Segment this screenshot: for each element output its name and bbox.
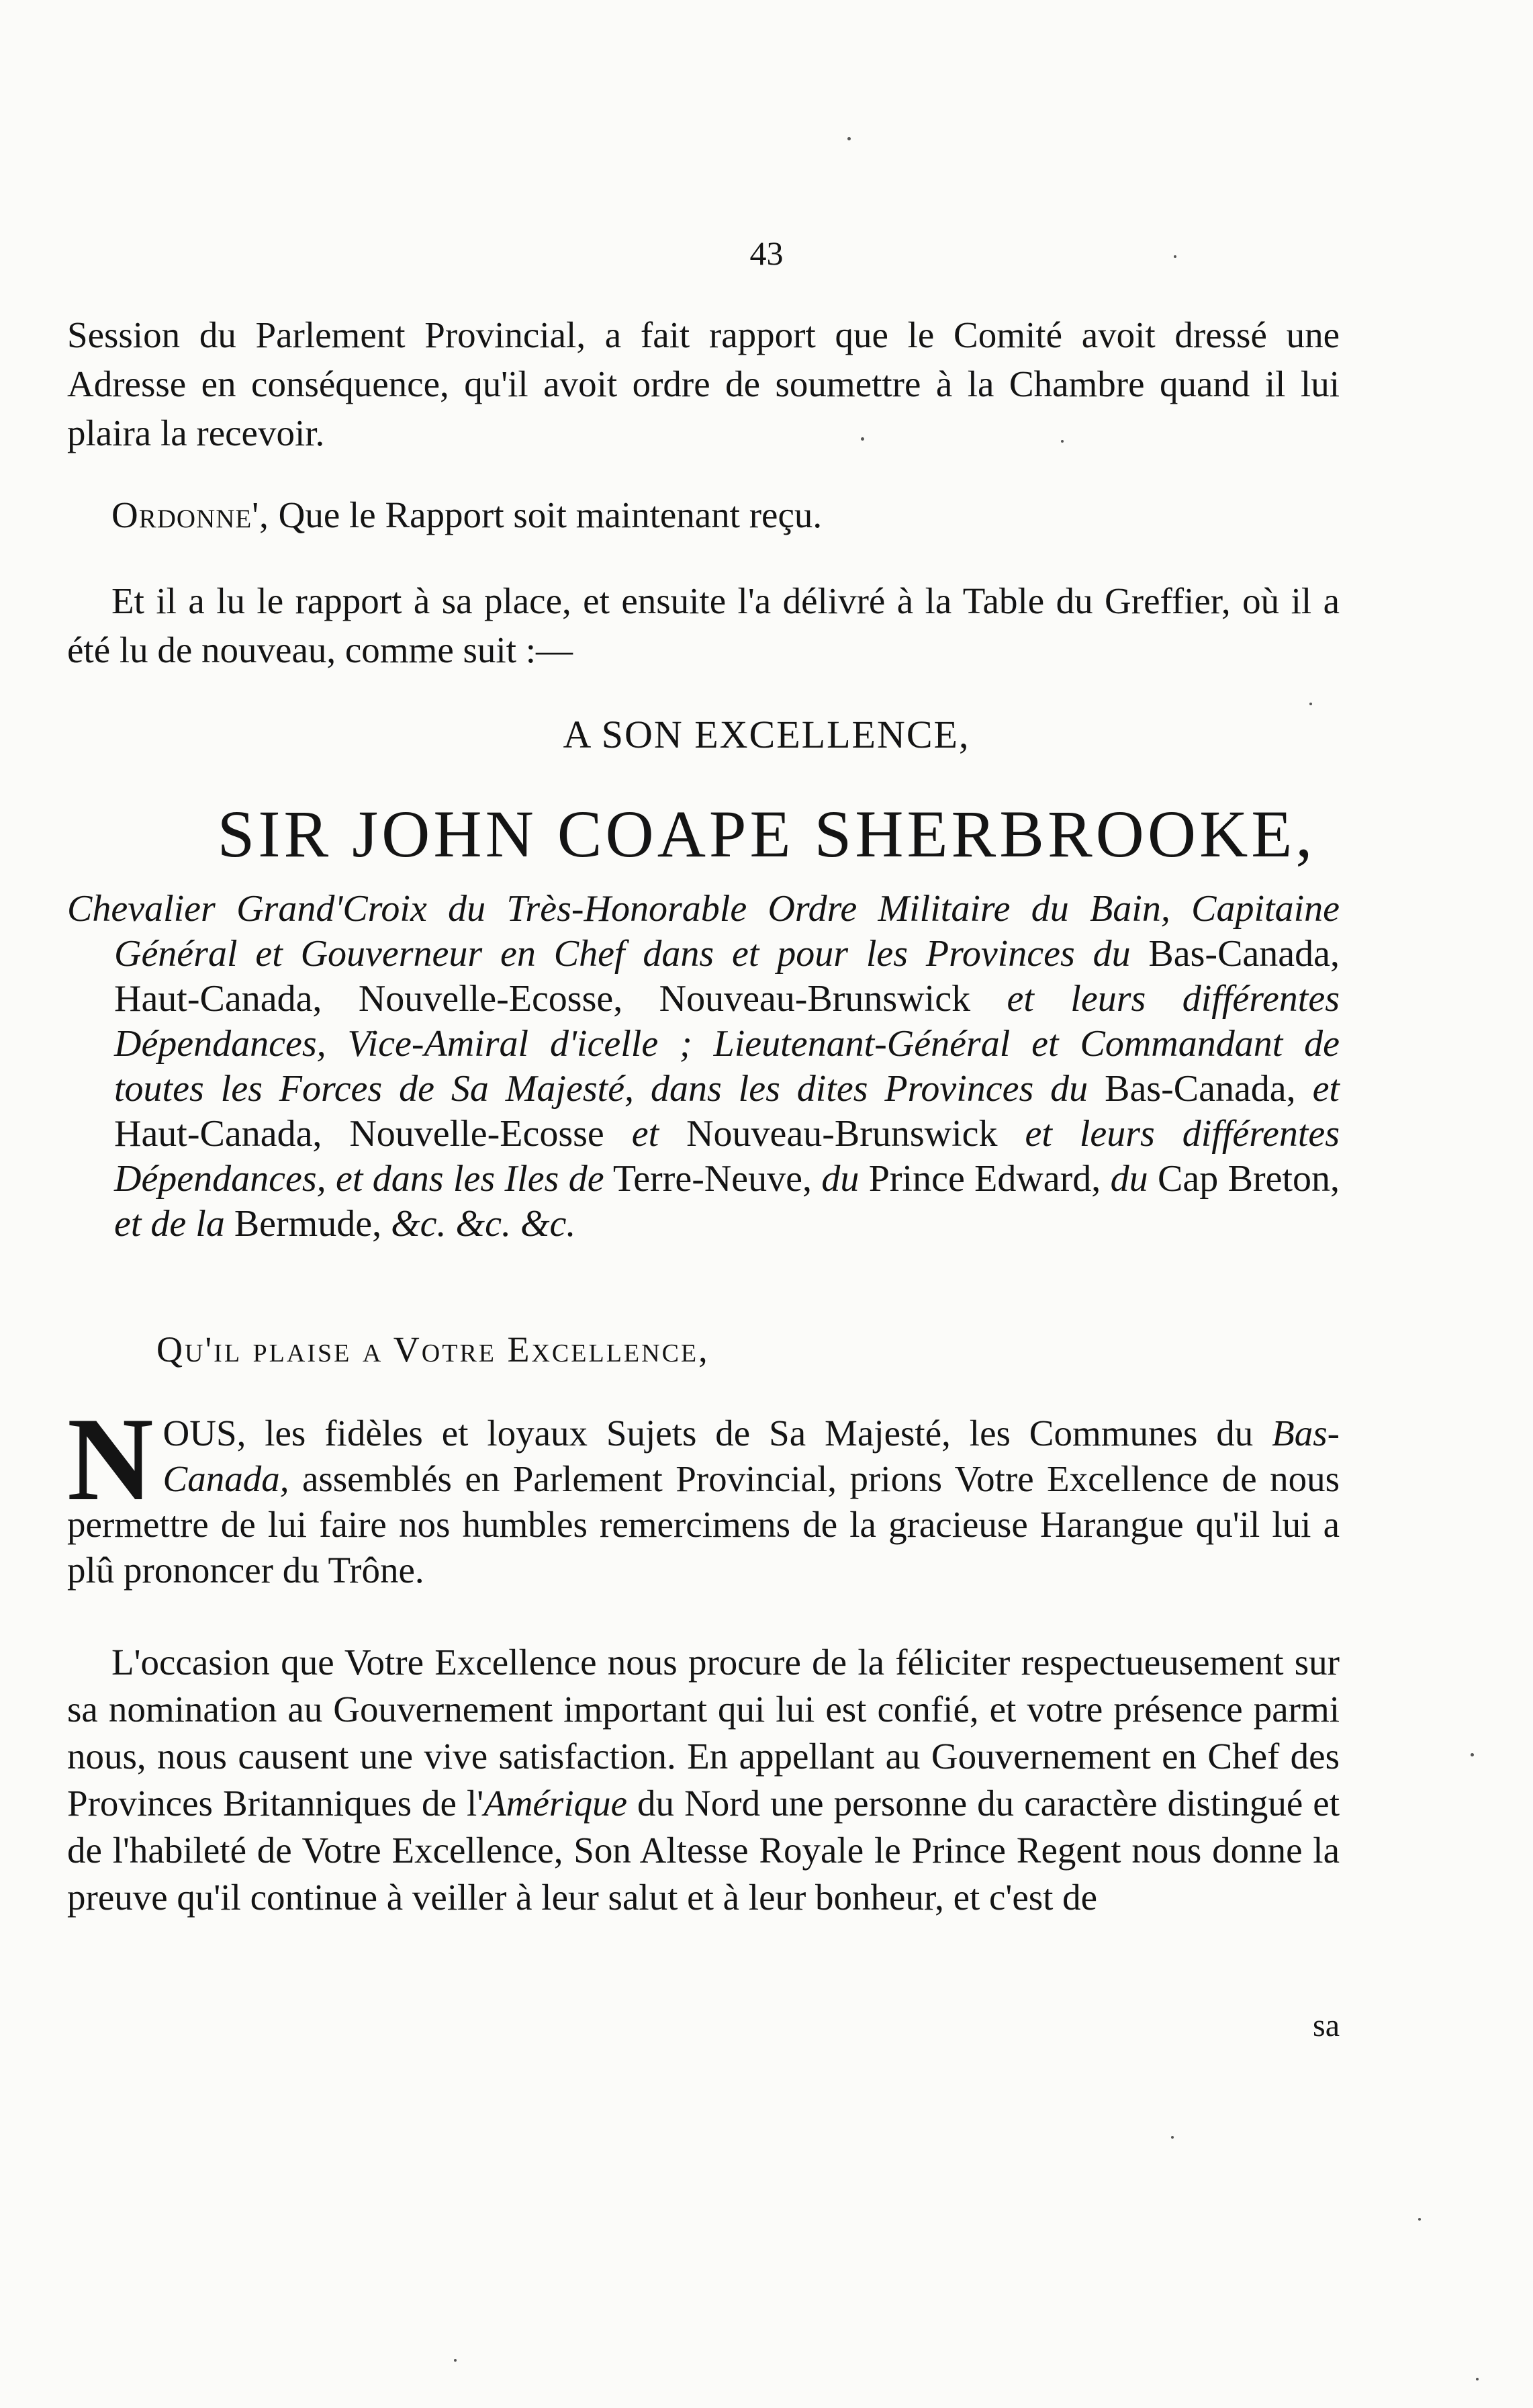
titles-part: Nouveau-Brunswick — [686, 1113, 998, 1155]
address-italic: Bas-Canada, — [162, 1413, 1340, 1499]
titles-part: Cap Breton, — [1158, 1158, 1340, 1200]
occasion-text: du Nord une personne du caractère distingué et de l'habileté de Votre Excellence, Son Altesse Royale le Prince Regent nous donne la preuve qu'il continue à veiller à leur salut et à leur bonheur, et c'est de — [67, 1783, 1340, 1918]
scan-speck — [1471, 1753, 1474, 1756]
scan-speck — [1476, 2378, 1479, 2380]
occasion-italic: Amérique — [483, 1783, 628, 1824]
scan-speck — [1309, 703, 1312, 705]
titles-part: et leurs différentes Dépendances, et dans les Iles de — [114, 1113, 1340, 1200]
titles-part: et — [1312, 1068, 1340, 1110]
page-number: 43 — [749, 234, 784, 272]
governor-name: SIR JOHN COAPE SHERBROOKE, — [217, 797, 1316, 871]
catchword: sa — [1313, 2008, 1340, 2043]
titles-part: Terre-Neuve, — [612, 1158, 812, 1200]
paragraph-occasion — [67, 1639, 1340, 1921]
titles-part: Chevalier Grand'Croix du Très-Honorable Ordre Militaire du Bain, Capitaine Général et Gouverneur en Chef dans et pour les Provinces du — [67, 888, 1340, 975]
address-text: OUS, les fidèles et loyaux Sujets de Sa Majesté, les Communes du — [162, 1413, 1254, 1454]
paragraph-ordered — [67, 490, 1340, 539]
titles-part: Bas-Canada, — [1105, 1068, 1296, 1110]
titles-part: et — [631, 1113, 659, 1155]
scan-speck — [1174, 255, 1176, 258]
address-text: assemblés en Parlement Provincial, prions Votre Excellence de nous permettre de lui faire nos humbles remercimens de la gracieuse Harangue qu'il lui a plû prononcer du Trône. — [67, 1458, 1340, 1591]
governor-titles — [67, 887, 1340, 1247]
ordered-text: Que le Rapport soit maintenant reçu. — [278, 494, 823, 535]
addressee-heading: A SON EXCELLENCE, — [563, 713, 970, 756]
scan-speck — [847, 137, 851, 140]
salutation: Qu'il plaise a Votre Excellence, — [156, 1329, 710, 1370]
scan-speck — [861, 437, 864, 441]
titles-part: Haut-Canada, Nouvelle-Ecosse — [114, 1113, 604, 1155]
occasion-text: L'occasion que Votre Excellence nous procure de la féliciter respectueusement sur sa nomination au Gouvernement important qui lui est confié, et votre présence parmi nous, nous causent une vive satisfaction. En appellant au Gouvernement en Chef des Provinces Britanniques de l' — [67, 1642, 1340, 1824]
titles-part: Prince Edward, — [868, 1158, 1101, 1200]
titles-part: &c. &c. &c. — [391, 1203, 576, 1245]
scan-speck — [1171, 2136, 1174, 2139]
scan-speck — [1061, 440, 1064, 443]
titles-part: Bermude, — [234, 1203, 382, 1245]
titles-part: et leurs différentes Dépendances, Vice-Amiral d'icelle ; Lieutenant-Général et Commandant de toutes les Forces de Sa Majesté, dans les dites Provinces du — [114, 978, 1340, 1110]
titles-part: et de la — [114, 1203, 225, 1245]
paragraph-read: Et il a lu le rapport à sa place, et ensuite l'a délivré à la Table du Greffier, où il a été lu de nouveau, comme suit :— — [67, 580, 1340, 670]
address-paragraph — [67, 1392, 1340, 1593]
titles-part: du — [821, 1158, 860, 1200]
scan-speck — [454, 2359, 457, 2362]
drop-cap: N — [67, 1392, 154, 1525]
titles-part: Bas-Canada, Haut-Canada, Nouvelle-Ecosse, Nouveau-Brunswick — [114, 933, 1340, 1020]
ordered-label: Ordonne', — [111, 494, 269, 535]
scan-speck — [1418, 2218, 1421, 2221]
titles-part: du — [1110, 1158, 1148, 1200]
paragraph-report: Session du Parlement Provincial, a fait rapport que le Comité avoit dressé une Adresse en conséquence, qu'il avoit ordre de soumettre à la Chambre quand il lui plaira la recevoir. — [67, 314, 1340, 453]
